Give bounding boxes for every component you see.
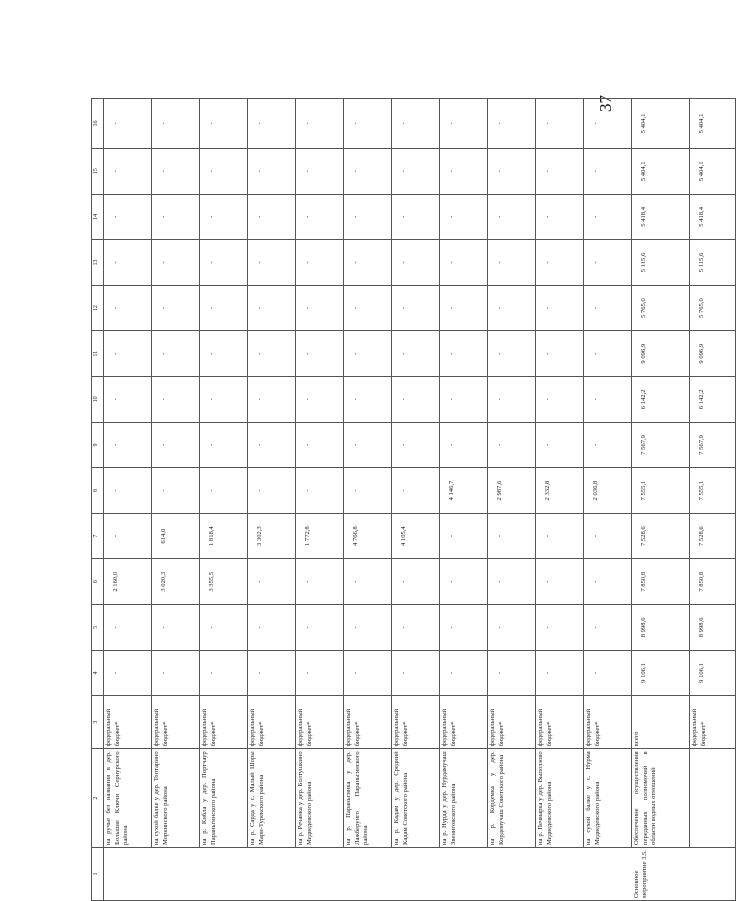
funding-source-cell: федеральный бюджет*	[488, 696, 536, 749]
amount-cell: -	[392, 422, 440, 468]
amount-cell: -	[392, 285, 440, 331]
amount-cell: -	[536, 148, 584, 194]
activity-code-cell	[440, 847, 488, 900]
table-row	[536, 99, 584, 901]
funding-source-cell: федеральный бюджет*	[248, 696, 296, 749]
activity-code-cell	[392, 847, 440, 900]
amount-cell: -	[152, 240, 200, 286]
amount-cell: 7 850,8	[632, 559, 690, 605]
amount-cell: 5 115,6	[690, 240, 736, 286]
amount-cell: -	[584, 331, 632, 377]
amount-cell: -	[392, 99, 440, 149]
amount-cell: 3 355,5	[200, 559, 248, 605]
amount-cell: -	[296, 422, 344, 468]
amount-cell: -	[536, 331, 584, 377]
amount-cell: -	[440, 605, 488, 651]
amount-cell: -	[104, 331, 152, 377]
amount-cell: -	[392, 650, 440, 696]
table-row	[344, 99, 392, 901]
amount-cell: -	[152, 377, 200, 423]
amount-cell: -	[488, 559, 536, 605]
column-header: 7	[92, 513, 104, 559]
amount-cell: -	[536, 240, 584, 286]
amount-cell: 5 404,1	[632, 99, 690, 149]
object-description-cell: на р. Нурда у дер. Нурдамучаш Звениговского района	[440, 749, 488, 848]
amount-cell: -	[488, 194, 536, 240]
amount-cell: 2 332,8	[536, 468, 584, 514]
amount-cell: -	[248, 148, 296, 194]
amount-cell: 2 160,0	[104, 559, 152, 605]
amount-cell: 4 766,8	[344, 513, 392, 559]
amount-cell: -	[584, 194, 632, 240]
activity-code-cell	[200, 847, 248, 900]
amount-cell: -	[104, 194, 152, 240]
header-row	[92, 99, 104, 901]
funding-source-cell: федеральный бюджет*	[152, 696, 200, 749]
funding-source-cell: федеральный бюджет*	[536, 696, 584, 749]
amount-cell: -	[584, 240, 632, 286]
amount-cell: -	[104, 148, 152, 194]
column-header: 2	[92, 749, 104, 848]
amount-cell: -	[488, 513, 536, 559]
amount-cell: 5 404,1	[690, 99, 736, 149]
table-row	[200, 99, 248, 901]
amount-cell: 614,0	[152, 513, 200, 559]
amount-cell: -	[536, 99, 584, 149]
amount-cell: 6 142,2	[632, 377, 690, 423]
amount-cell: -	[488, 422, 536, 468]
amount-cell: -	[104, 99, 152, 149]
column-header: 9	[92, 422, 104, 468]
object-description-cell	[690, 749, 736, 848]
amount-cell: 8 998,6	[632, 605, 690, 651]
amount-cell: -	[536, 559, 584, 605]
table-row	[488, 99, 536, 901]
amount-cell: -	[104, 468, 152, 514]
amount-cell: -	[152, 605, 200, 651]
amount-cell: -	[104, 377, 152, 423]
funding-source-cell: федеральный бюджет*	[392, 696, 440, 749]
amount-cell: -	[536, 605, 584, 651]
amount-cell: 4 146,7	[440, 468, 488, 514]
amount-cell: -	[344, 650, 392, 696]
amount-cell: -	[296, 377, 344, 423]
amount-cell: 3 302,3	[248, 513, 296, 559]
column-header: 8	[92, 468, 104, 514]
amount-cell: -	[392, 605, 440, 651]
object-description-cell: на р. Речанка у дер. Болтушкино Медведевского района	[296, 749, 344, 848]
amount-cell: -	[200, 422, 248, 468]
object-description-cell: на сухой балке у с. Нурма Медведевского района	[584, 749, 632, 848]
amount-cell: 5 765,0	[632, 285, 690, 331]
amount-cell: -	[440, 285, 488, 331]
amount-cell: 9 106,1	[690, 650, 736, 696]
amount-cell: -	[392, 559, 440, 605]
amount-cell: -	[344, 331, 392, 377]
amount-cell: -	[488, 99, 536, 149]
amount-cell: -	[296, 605, 344, 651]
amount-cell: 7 528,6	[690, 513, 736, 559]
amount-cell: -	[488, 605, 536, 651]
amount-cell: -	[392, 331, 440, 377]
object-description-cell: на р. Кордемка у дер. Кордемучаш Советского района	[488, 749, 536, 848]
amount-cell: -	[248, 240, 296, 286]
table-row	[584, 99, 632, 901]
activity-code-cell	[296, 847, 344, 900]
amount-cell: 7 528,6	[632, 513, 690, 559]
amount-cell: -	[296, 194, 344, 240]
amount-cell: -	[248, 331, 296, 377]
amount-cell: 7 555,1	[690, 468, 736, 514]
amount-cell: -	[392, 240, 440, 286]
column-header: 10	[92, 377, 104, 423]
amount-cell: -	[344, 605, 392, 651]
amount-cell: 9 096,9	[690, 331, 736, 377]
amount-cell: -	[392, 468, 440, 514]
amount-cell: -	[152, 99, 200, 149]
amount-cell: -	[296, 148, 344, 194]
amount-cell: -	[488, 285, 536, 331]
amount-cell: -	[152, 285, 200, 331]
column-header: 15	[92, 148, 104, 194]
table-row	[632, 99, 690, 901]
column-header: 4	[92, 650, 104, 696]
amount-cell: 1 772,8	[296, 513, 344, 559]
amount-cell: -	[536, 377, 584, 423]
amount-cell: -	[392, 377, 440, 423]
amount-cell: -	[584, 148, 632, 194]
amount-cell: -	[104, 605, 152, 651]
activity-code-cell	[248, 847, 296, 900]
column-header: 14	[92, 194, 104, 240]
amount-cell: -	[296, 285, 344, 331]
amount-cell: -	[440, 99, 488, 149]
column-header: 3	[92, 696, 104, 749]
funding-source-cell: федеральный бюджет*	[584, 696, 632, 749]
amount-cell: 7 567,9	[690, 422, 736, 468]
amount-cell: -	[248, 99, 296, 149]
table-row	[690, 99, 736, 901]
amount-cell: -	[536, 513, 584, 559]
amount-cell: 7 555,1	[632, 468, 690, 514]
amount-cell: -	[200, 194, 248, 240]
activity-code-cell	[488, 847, 536, 900]
amount-cell: -	[296, 650, 344, 696]
amount-cell: -	[440, 194, 488, 240]
activity-code-cell	[104, 847, 152, 900]
amount-cell: -	[536, 422, 584, 468]
amount-cell: -	[152, 331, 200, 377]
amount-cell: 5 765,0	[690, 285, 736, 331]
column-header: 12	[92, 285, 104, 331]
amount-cell: -	[440, 513, 488, 559]
rotated-table-sheet	[91, 98, 707, 901]
object-description-cell: на р. Печмарка у дер. Выползово Медведевского района	[536, 749, 584, 848]
amount-cell: -	[200, 650, 248, 696]
amount-cell: -	[536, 194, 584, 240]
amount-cell: -	[344, 559, 392, 605]
object-description-cell: Обеспечение осуществления переданных полномочий в области водных отношений	[632, 749, 690, 848]
amount-cell: -	[248, 605, 296, 651]
activity-code-cell	[690, 847, 736, 900]
table-row	[296, 99, 344, 901]
object-description-cell: на ручье без названия в дер. Большие Ключи Сернурского района	[104, 749, 152, 848]
amount-cell: -	[584, 285, 632, 331]
amount-cell: -	[200, 468, 248, 514]
object-description-cell: на р. Параньгинка у дер. Лажберунго Параньгинского района	[344, 749, 392, 848]
funding-source-cell: всего	[632, 696, 690, 749]
amount-cell: -	[584, 422, 632, 468]
object-description-cell: на р. Кибла у дер. Портчаур Параньгинского района	[200, 749, 248, 848]
amount-cell: -	[152, 650, 200, 696]
amount-cell: -	[248, 377, 296, 423]
amount-cell: -	[248, 285, 296, 331]
amount-cell: -	[296, 331, 344, 377]
activity-code-cell	[344, 847, 392, 900]
table-body	[104, 99, 736, 901]
amount-cell: -	[104, 240, 152, 286]
amount-cell: -	[584, 650, 632, 696]
amount-cell: -	[104, 650, 152, 696]
amount-cell: -	[344, 377, 392, 423]
amount-cell: -	[200, 377, 248, 423]
amount-cell: -	[440, 650, 488, 696]
column-header: 1	[92, 847, 104, 900]
amount-cell: 9 106,1	[632, 650, 690, 696]
amount-cell: -	[152, 148, 200, 194]
activity-code-cell: Основное мероприятие 3.5.	[632, 847, 690, 900]
amount-cell: -	[296, 99, 344, 149]
amount-cell: -	[152, 468, 200, 514]
amount-cell: -	[296, 240, 344, 286]
amount-cell: -	[440, 148, 488, 194]
amount-cell: -	[248, 422, 296, 468]
amount-cell: -	[440, 377, 488, 423]
amount-cell: -	[536, 650, 584, 696]
funding-source-cell: федеральный бюджет*	[104, 696, 152, 749]
amount-cell: -	[344, 148, 392, 194]
amount-cell: -	[248, 559, 296, 605]
column-header: 16	[92, 99, 104, 149]
amount-cell: -	[296, 468, 344, 514]
amount-cell: -	[152, 194, 200, 240]
amount-cell: -	[200, 99, 248, 149]
amount-cell: -	[344, 285, 392, 331]
amount-cell: -	[440, 422, 488, 468]
activity-code-cell	[536, 847, 584, 900]
amount-cell: 1 818,4	[200, 513, 248, 559]
amount-cell: -	[104, 513, 152, 559]
amount-cell: 5 404,1	[690, 148, 736, 194]
amount-cell: -	[440, 331, 488, 377]
amount-cell: -	[344, 240, 392, 286]
amount-cell: -	[584, 99, 632, 149]
amount-cell: -	[488, 148, 536, 194]
amount-cell: -	[248, 468, 296, 514]
amount-cell: 8 998,6	[690, 605, 736, 651]
amount-cell: 2 987,6	[488, 468, 536, 514]
amount-cell: -	[536, 285, 584, 331]
table-row	[392, 99, 440, 901]
amount-cell: -	[344, 99, 392, 149]
amount-cell: -	[392, 194, 440, 240]
funding-source-cell: федеральный бюджет*	[440, 696, 488, 749]
amount-cell: -	[344, 194, 392, 240]
amount-cell: -	[104, 285, 152, 331]
amount-cell: -	[584, 559, 632, 605]
amount-cell: -	[200, 240, 248, 286]
amount-cell: -	[488, 650, 536, 696]
amount-cell: 4 105,4	[392, 513, 440, 559]
amount-cell: -	[488, 331, 536, 377]
funding-source-cell: федеральный бюджет*	[690, 696, 736, 749]
amount-cell: -	[584, 605, 632, 651]
table-row	[152, 99, 200, 901]
amount-cell: -	[200, 148, 248, 194]
table-row	[248, 99, 296, 901]
activity-code-cell	[152, 847, 200, 900]
amount-cell: -	[200, 605, 248, 651]
column-header: 6	[92, 559, 104, 605]
amount-cell: -	[344, 468, 392, 514]
object-description-cell: на р. Кадам у дер. Средний Кадам Советского района	[392, 749, 440, 848]
amount-cell: -	[488, 377, 536, 423]
amount-cell: -	[584, 377, 632, 423]
budget-table	[91, 98, 736, 901]
object-description-cell: на сухой балке у дер. Топтарино Моркинского района	[152, 749, 200, 848]
amount-cell: -	[296, 559, 344, 605]
column-header: 11	[92, 331, 104, 377]
amount-cell: -	[248, 194, 296, 240]
amount-cell: 3 020,3	[152, 559, 200, 605]
amount-cell: 2 036,8	[584, 468, 632, 514]
amount-cell: -	[440, 559, 488, 605]
page-number: 37	[596, 95, 615, 112]
amount-cell: -	[392, 148, 440, 194]
amount-cell: -	[200, 285, 248, 331]
funding-source-cell: федеральный бюджет*	[200, 696, 248, 749]
amount-cell: 5 418,4	[632, 194, 690, 240]
amount-cell: 7 850,8	[690, 559, 736, 605]
column-header: 5	[92, 605, 104, 651]
amount-cell: -	[344, 422, 392, 468]
amount-cell: 9 096,9	[632, 331, 690, 377]
funding-source-cell: федеральный бюджет*	[296, 696, 344, 749]
amount-cell: -	[200, 331, 248, 377]
table-row	[104, 99, 152, 901]
amount-cell: -	[584, 513, 632, 559]
amount-cell: 6 142,2	[690, 377, 736, 423]
amount-cell: 5 418,4	[690, 194, 736, 240]
object-description-cell: на р. Сарда у с. Малый Шоры Мари-Турекского района	[248, 749, 296, 848]
amount-cell: -	[152, 422, 200, 468]
amount-cell: 5 115,6	[632, 240, 690, 286]
funding-source-cell: федеральный бюджет*	[344, 696, 392, 749]
amount-cell: 5 404,1	[632, 148, 690, 194]
amount-cell: -	[104, 422, 152, 468]
amount-cell: -	[440, 240, 488, 286]
activity-code-cell	[584, 847, 632, 900]
table-row	[440, 99, 488, 901]
amount-cell: -	[248, 650, 296, 696]
column-header: 13	[92, 240, 104, 286]
amount-cell: -	[488, 240, 536, 286]
amount-cell: 7 567,9	[632, 422, 690, 468]
